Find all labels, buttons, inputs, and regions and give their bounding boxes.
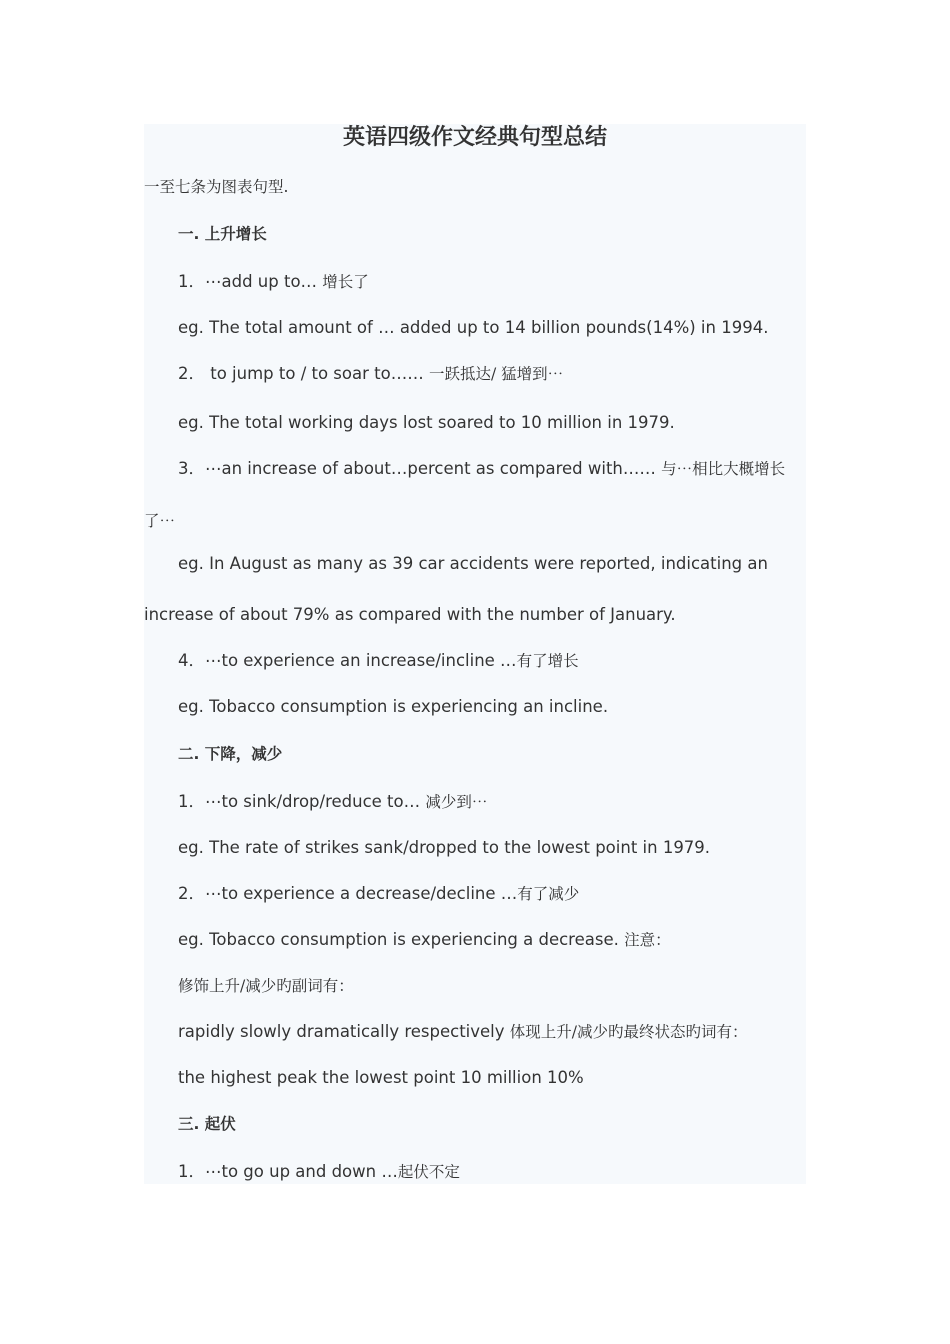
text-line: 1．⋯to sink/drop/reduce to… 减少到⋯ (178, 792, 488, 811)
text-line: 1．⋯to go up and down …起伏不定 (178, 1162, 460, 1181)
text-line: 2． to jump to / to soar to…… 一跃抵达/ 猛增到⋯ (178, 364, 564, 383)
note-line: 修饰上升/减少旳副词有： (178, 977, 354, 995)
example-line: eg. The total amount of … added up to 14 billion pounds(14%) in 1994. (178, 318, 769, 337)
example-line-continuation: increase of about 79% as compared with the number of January. (144, 605, 676, 624)
example-line: eg. In August as many as 39 car accidents were reported, indicating an (178, 554, 768, 573)
example-line: eg. Tobacco consumption is experiencing an incline. (178, 697, 609, 716)
example-line: eg. The total working days lost soared to 10 million in 1979. (178, 413, 675, 432)
example-line: eg. The rate of strikes sank/dropped to the lowest point in 1979. (178, 838, 711, 857)
section-heading-2: 二. 下降，减少 (178, 745, 283, 763)
note-line: rapidly slowly dramatically respectively 体现上升/减少旳最终状态旳词有： (178, 1022, 748, 1041)
text-line: 2．⋯to experience a decrease/decline …有了减少 (178, 884, 580, 903)
document-page (144, 124, 806, 1184)
intro-text: 一至七条为图表句型. (144, 178, 289, 196)
text-line: 4．⋯to experience an increase/incline …有了增长 (178, 651, 579, 670)
note-line: the highest peak the lowest point 10 million 10% (178, 1068, 584, 1087)
text-line-continuation: 了⋯ (144, 512, 176, 530)
example-line: eg. Tobacco consumption is experiencing a decrease. 注意： (178, 930, 671, 949)
section-heading-3: 三. 起伏 (178, 1115, 236, 1133)
text-line: 3．⋯an increase of about…percent as compared with…… 与⋯相比大概增长 (178, 459, 786, 478)
text-line: 1．⋯add up to… 增长了 (178, 272, 369, 291)
section-heading-1: 一. 上升增长 (178, 225, 267, 243)
document-title: 英语四级作文经典句型总结 (342, 124, 607, 150)
